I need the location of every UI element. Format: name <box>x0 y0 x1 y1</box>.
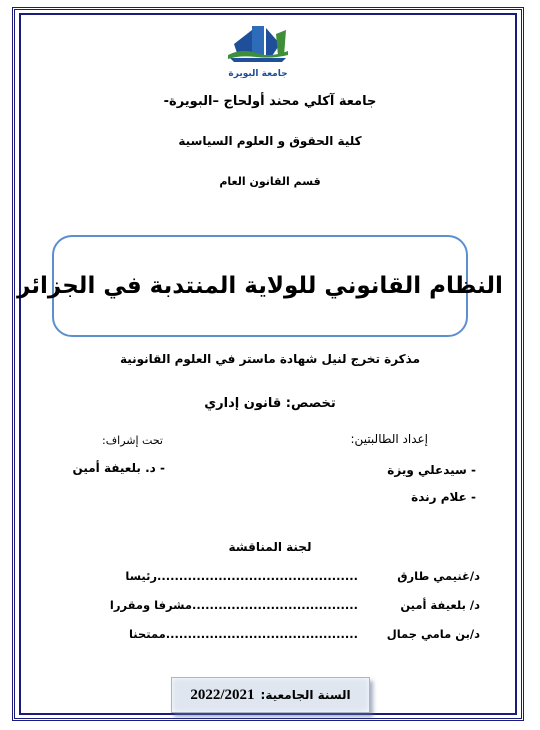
committee-member <box>125 569 480 583</box>
university-name: جامعة آكلي محند أولحاج –البويرة- <box>163 94 377 109</box>
academic-year-value: 2022/2021 <box>190 686 255 703</box>
member-role: ..............................................رئيسا <box>125 569 358 583</box>
student-name: - سيدعلي ويزة <box>387 463 476 477</box>
faculty-name: كلية الحقوق و العلوم السياسية <box>178 134 362 148</box>
thesis-title: النظام القانوني للولاية المنتدبة في الجزائر <box>17 273 503 299</box>
specialization: تخصص: قانون إداري <box>204 396 336 411</box>
member-name: د/غنيمي طارق <box>397 569 480 583</box>
university-logo <box>222 22 294 84</box>
title-box <box>17 235 503 337</box>
logo-caption: جامعة البويرة <box>228 69 288 79</box>
supervisor-name: - د. بلعيفة أمين <box>72 461 165 475</box>
students-label: إعداد الطالبتين: <box>350 432 428 446</box>
memo-description: مذكرة تخرج لنيل شهادة ماستر في العلوم القانونية <box>119 352 421 366</box>
member-role: ............................................ممتحنا <box>128 627 358 641</box>
academic-year-label: السنة الجامعية: <box>260 688 351 702</box>
department-name: قسم القانون العام <box>219 175 321 188</box>
academic-year-box <box>171 677 370 713</box>
member-role: ......................................مشرفا ومقررا <box>109 598 358 612</box>
committee-title: لجنة المناقشة <box>228 540 312 554</box>
committee-member <box>109 598 480 612</box>
supervision-label: تحت إشراف: <box>102 434 163 447</box>
student-name: - علام رندة <box>411 490 476 504</box>
member-name: د/بن مامي جمال <box>386 627 480 641</box>
committee-member <box>128 627 480 641</box>
member-name: د/ بلعيفة أمين <box>400 598 480 612</box>
